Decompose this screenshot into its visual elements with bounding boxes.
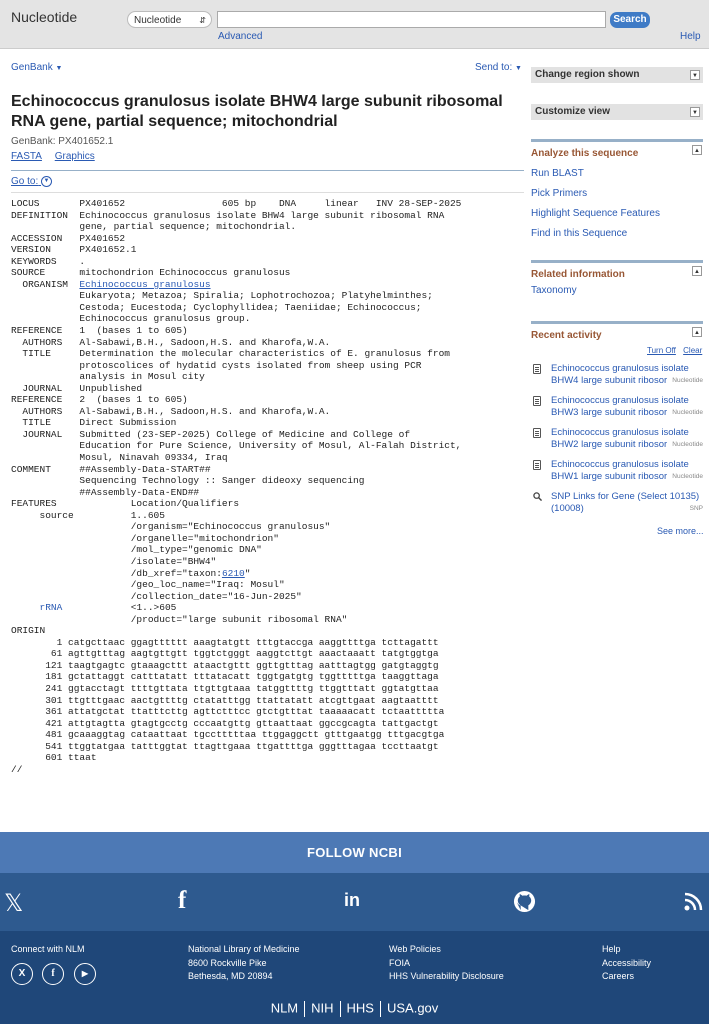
recent-item-link[interactable]: Echinococcus granulosus isolate BHW1 large subunit ribosor xyxy=(551,459,689,482)
collapse-icon[interactable]: ▲ xyxy=(692,327,702,337)
nih-link[interactable]: NIH xyxy=(311,1000,334,1016)
x-twitter-icon[interactable]: 𝕏 xyxy=(4,890,24,917)
separator xyxy=(380,1001,381,1017)
youtube-icon[interactable]: ▶ xyxy=(74,963,96,985)
social-links xyxy=(0,873,709,931)
web-policies-link[interactable]: Web Policies xyxy=(389,944,441,954)
portlet-bar xyxy=(531,139,703,142)
change-region-label: Change region shown xyxy=(535,69,640,80)
separator xyxy=(340,1001,341,1017)
find-in-sequence-link[interactable]: Find in this Sequence xyxy=(531,228,628,239)
customize-view-bar[interactable] xyxy=(531,104,703,120)
usa-gov-link[interactable]: USA.gov xyxy=(386,1000,439,1016)
hhs-link[interactable]: HHS xyxy=(346,1000,374,1016)
database-select[interactable] xyxy=(127,11,212,28)
updown-chevron-icon: ⇵ xyxy=(199,16,206,25)
facebook-icon[interactable]: f xyxy=(178,887,187,914)
analyze-heading: Analyze this sequence xyxy=(531,148,639,159)
clear-link[interactable]: Clear xyxy=(683,346,703,355)
organism-link[interactable]: Echinococcus granulosus xyxy=(79,278,211,290)
recent-item-link[interactable]: SNP Links for Gene (Select 10135) (10008) xyxy=(551,491,700,514)
related-heading: Related information xyxy=(531,269,625,280)
address-line: Bethesda, MD 20894 xyxy=(188,971,273,981)
format-dropdown-label: GenBank xyxy=(11,62,53,73)
accessibility-link[interactable]: Accessibility xyxy=(602,957,652,968)
recent-item-type: Nucleotide xyxy=(672,441,703,448)
record-title: Echinococcus granulosus isolate BHW4 large subunit ribosomal RNA gene, partial sequence; mitochondrial xyxy=(11,93,503,130)
recent-activity-controls xyxy=(642,346,702,355)
divider xyxy=(11,192,524,193)
chevron-down-circle-icon: ▼ xyxy=(41,176,52,187)
related-portlet xyxy=(531,260,703,299)
recent-item-type: Nucleotide xyxy=(672,409,703,416)
recent-item-type: Nucleotide xyxy=(672,473,703,480)
recent-item-link[interactable]: Echinococcus granulosus isolate BHW2 large subunit ribosor xyxy=(551,427,689,450)
change-region-bar[interactable] xyxy=(531,67,703,83)
see-more-link[interactable]: See more... xyxy=(657,526,704,536)
highlight-features-link[interactable]: Highlight Sequence Features xyxy=(531,208,660,219)
format-dropdown[interactable] xyxy=(11,62,62,73)
divider xyxy=(11,170,524,171)
flatfile-text: <1..>605 /product="large subunit ribosomal RNA" ORIGIN 1 catgcttaac ggagtttttt aaagtatgtt tttgtaccga aaggttttga tcttagattt 61 agttgtttag aagtgttgtt tggtctgggt aaggtcttgt aaactaaatt tatgtggtga 121 taagtgagtc gtaaagcttt ataactgttt ggttgtttag aatttagtgg gatgtaggtg 181 gctattaggt catttatatt tttatacatt tggtgatgtg tggtttttga taaggttaga 241 ggtacctagt ttttgttata ttgttgtaaa tatggttttg ttggtttatt ggtatgttaa 301 ttgtttgaac aactgttttg ctatatttgg ttattatatt atcgttgaat aagtaatttt 361 attatgctat ttatttcttg agttctttcc gtctgtttat taaaaacatt tctaattttta 421 attgtagtta gtagtgcctg cccaatgttg gttaattaat ggccgcagta tattgactgt 481 gcaaaggtag cataattaat tgcctttttaa ttggaggctt gtttgaatgg tttgacgtga 541 ttggtatgaa tatttggtat ttagttgaaa ttgattttga gggtttagaa tccttaatgt 601 ttaat // xyxy=(11,602,445,775)
search-input[interactable] xyxy=(217,11,606,28)
policies-column xyxy=(389,943,504,984)
recent-item-link[interactable]: Echinococcus granulosus isolate BHW4 large subunit ribosor xyxy=(551,363,689,386)
x-twitter-icon[interactable]: X xyxy=(11,963,33,985)
document-icon xyxy=(533,364,541,374)
address-line: National Library of Medicine xyxy=(188,944,300,954)
document-icon xyxy=(533,396,541,406)
graphics-link[interactable]: Graphics xyxy=(54,151,95,162)
connect-heading: Connect with NLM xyxy=(11,944,85,954)
accession-line: GenBank: PX401652.1 xyxy=(11,136,114,147)
taxon-link[interactable]: 6210 xyxy=(221,567,245,579)
customize-view-label: Customize view xyxy=(535,106,611,117)
rrna-feature-link[interactable]: rRNA xyxy=(39,602,63,614)
taxonomy-link[interactable]: Taxonomy xyxy=(531,285,577,296)
document-icon xyxy=(533,428,541,438)
rss-icon[interactable] xyxy=(684,891,704,911)
send-to-label: Send to: xyxy=(475,62,513,73)
hhs-vulnerability-link[interactable]: HHS Vulnerability Disclosure xyxy=(389,971,504,981)
advanced-search-link[interactable]: Advanced xyxy=(218,31,263,42)
help-link[interactable]: Help xyxy=(680,31,701,42)
format-links xyxy=(11,151,105,162)
analyze-links xyxy=(531,166,703,242)
search-header xyxy=(0,0,709,49)
recent-heading: Recent activity xyxy=(531,330,602,341)
github-icon[interactable] xyxy=(513,890,536,913)
goto-label: Go to: xyxy=(11,176,39,188)
follow-ncbi-banner: FOLLOW NCBI xyxy=(0,832,709,873)
portlet-bar xyxy=(531,321,703,324)
portlet-bar xyxy=(531,260,703,263)
nucleotide-logo[interactable]: Nucleotide xyxy=(11,9,78,25)
genbank-flatfile xyxy=(11,198,461,775)
caret-down-icon: ▼ xyxy=(55,65,63,72)
fasta-link[interactable]: FASTA xyxy=(11,151,42,162)
caret-down-icon: ▼ xyxy=(690,107,700,117)
nlm-footer xyxy=(0,931,709,1024)
search-icon xyxy=(533,492,542,501)
collapse-icon[interactable]: ▲ xyxy=(692,145,702,155)
recent-activity-portlet xyxy=(531,321,703,344)
linkedin-icon[interactable]: in xyxy=(344,890,360,910)
related-links xyxy=(531,283,703,299)
agency-links xyxy=(0,1001,709,1017)
send-to-dropdown[interactable] xyxy=(475,62,522,73)
facebook-icon[interactable]: f xyxy=(42,963,64,985)
recent-item-type: Nucleotide xyxy=(672,377,703,384)
flatfile-text: LOCUS PX401652 605 bp DNA linear INV 28-SEP-2025 DEFINITION Echinococcus granulosus isolate BHW4 large subunit ribosomal RNA gene, partial sequence; mitochondrial. ACCESSION PX401652 VERSION PX401652.1 KEYWORDS . SOURCE mitochondrion Echinococcus granulosus ORGANISM xyxy=(11,198,462,290)
address-column xyxy=(188,943,300,984)
run-blast-link[interactable]: Run BLAST xyxy=(531,168,584,179)
separator xyxy=(304,1001,305,1017)
recent-item-link[interactable]: Echinococcus granulosus isolate BHW3 large subunit ribosor xyxy=(551,395,689,418)
foia-link[interactable]: FOIA xyxy=(389,957,411,968)
help-column xyxy=(602,943,651,984)
footer-help-link[interactable]: Help xyxy=(602,944,621,954)
careers-link[interactable]: Careers xyxy=(602,971,635,981)
goto-link[interactable] xyxy=(11,176,52,187)
database-select-value: Nucleotide xyxy=(134,15,182,26)
collapse-icon[interactable]: ▲ xyxy=(692,266,702,276)
address-line: 8600 Rockville Pike xyxy=(188,957,267,968)
turn-off-link[interactable]: Turn Off xyxy=(647,346,676,355)
pick-primers-link[interactable]: Pick Primers xyxy=(531,188,588,199)
connect-column xyxy=(11,943,85,957)
search-button[interactable]: Search xyxy=(610,12,650,28)
flatfile-text: " /geo_loc_name="Iraq: Mosul" /collection_date="16-Jun-2025" xyxy=(130,567,302,602)
nlm-link[interactable]: NLM xyxy=(270,1000,299,1016)
document-icon xyxy=(533,460,541,470)
flatfile-text: Eukaryota; Metazoa; Spiralia; Lophotrochozoa; Platyhelminthes; Cestoda; Eucestoda; Cyclophyllidea; Taeniidae; Echinococcus; Echinococcus granulosus group. REFERENCE 1 (bases 1 to 605) AUTHORS Al-Sabawi,B.H., Sadoon,H.S. and Kharofa,W.A. TITLE Determination the molecular characteristics of E. granulosus from protoscolices of hydatid cysts isolated from sheep using PCR analysis in Mosul city JOURNAL Unpublished REFERENCE 2 (bases 1 to 605) AUTHORS Al-Sabawi,B.H., Sadoon,H.S. and Kharofa,W.A. TITLE Direct Submission JOURNAL Submitted (23-SEP-2025) College of Medicine and College of Education for Pure Science, University of Mosul, Al-Falah District, Mosul, Ninavah 09334, Iraq COMMENT ##Assembly-Data-START## Sequencing Technology :: Sanger dideoxy sequencing ##Assembly-Data-END## FEATURES Location/Qualifiers source 1..605 /organism="Echinococcus granulosus" /organelle="mitochondrion" /mol_type="genomic DNA" /isolate="BHW4" /db_xref="taxon: xyxy=(11,290,462,579)
recent-item-type: SNP xyxy=(689,505,703,512)
caret-down-icon: ▼ xyxy=(515,65,522,72)
caret-down-icon: ▼ xyxy=(690,70,700,80)
analyze-portlet xyxy=(531,139,703,242)
